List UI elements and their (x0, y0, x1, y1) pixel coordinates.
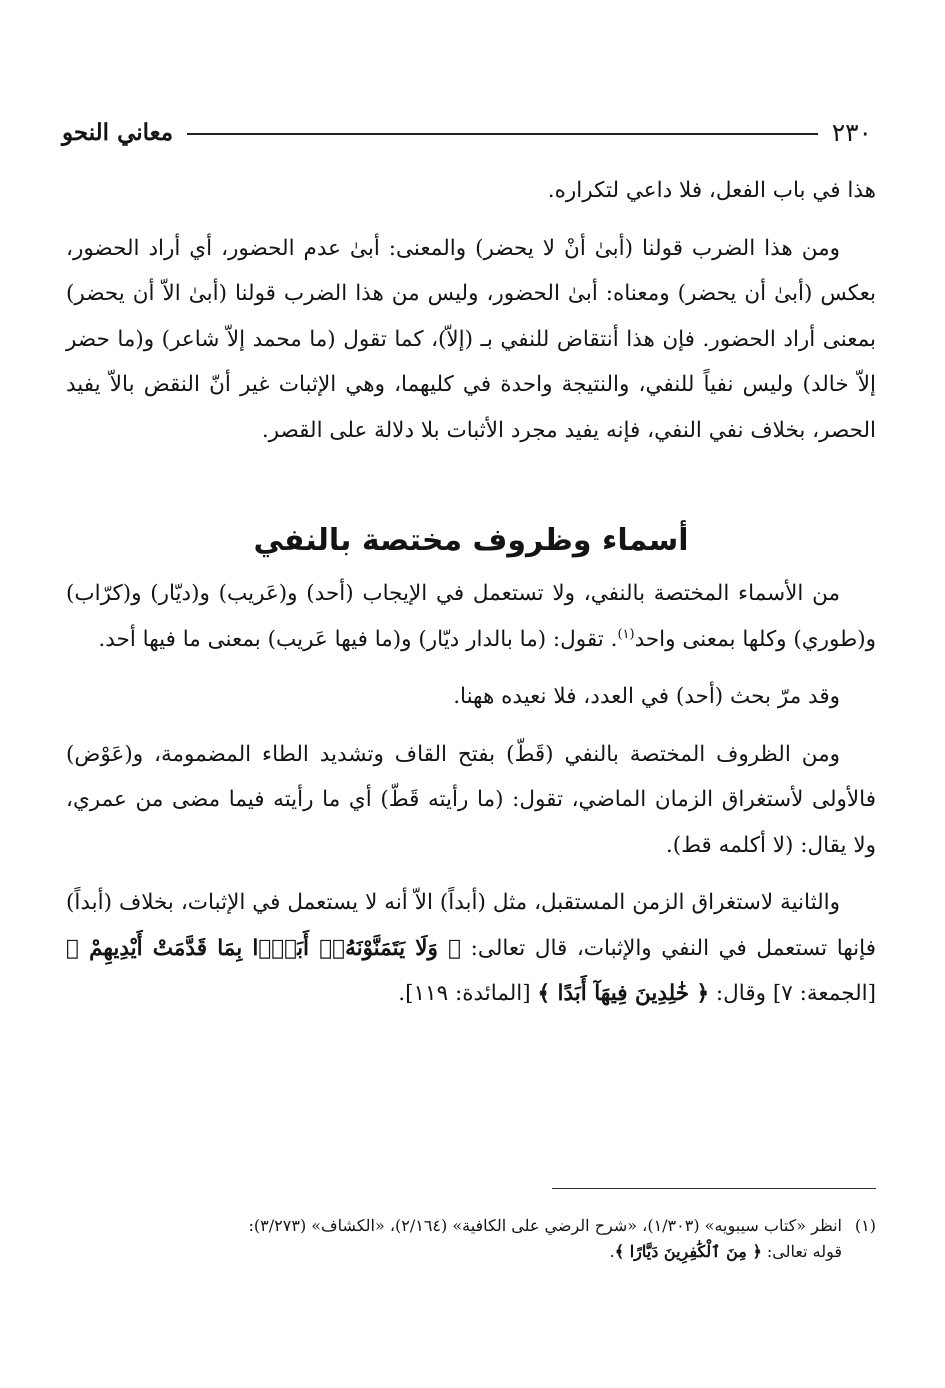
running-header (62, 112, 872, 152)
paragraph-text: [المائدة: ١١٩]. (398, 981, 538, 1006)
paragraph-spacer (66, 720, 876, 732)
paragraph-spacer (66, 868, 876, 880)
quran-verse: ﴿ وَلَا يَتَمَنَّوْنَهُۥٓ أَبَدًۢا بِمَا قَدَّمَتْ أَيْدِيهِمْ ﴾ (66, 935, 462, 961)
header-rule (187, 133, 818, 135)
footnote-text: . (609, 1242, 615, 1261)
paragraph-text: والثانية لاستغراق الزمن المستقبل، مثل (أبداً) الاّ أنه لا يستعمل في الإثبات، بخلاف (أبداً) فإنها تستعمل في النفي والإثبات، قال تعالى: (66, 890, 876, 961)
footnote-reference: (١) (617, 626, 635, 642)
footnotes (66, 1213, 876, 1265)
paragraph-continuation: هذا في باب الفعل، فلا داعي لتكراره. (547, 178, 876, 203)
paragraph-text: . تقول: (ما بالدار ديّار) و(ما فيها عَريب) بمعنى ما فيها أحد. (98, 626, 618, 652)
paragraph-spacer (66, 662, 876, 674)
section-heading: أسماء وظروف مختصة بالنفي (253, 523, 689, 558)
quran-verse: ﴿ خَٰلِدِينَ فِيهَآ أَبَدًا ﴾ (537, 981, 710, 1006)
footnote-text: قوله تعالى: (761, 1242, 842, 1261)
book-title: معاني النحو (62, 118, 174, 146)
paragraph-negative-adverbs: ومن الظروف المختصة بالنفي (قَطّ) بفتح القاف وتشديد الطاء المضمومة، و(عَوْض) فالأولى لأستغراق الزمان الماضي، تقول: (ما رأيته قَطّ) أي ما رأيته فيما مضى من عمري، ولا يقال: (لا أكلمه قط). (66, 741, 876, 858)
quran-verse: ﴿ مِنَ ٱلْكَٰفِرِينَ دَيَّارًا ﴾ (614, 1242, 762, 1261)
footnote-separator (552, 1188, 876, 1189)
section-spacer (66, 453, 876, 511)
footnote-number: (١) (854, 1216, 876, 1235)
paragraph-future-adverb (66, 880, 876, 1017)
footnote-continuation (66, 1239, 876, 1265)
paragraph-text: من الأسماء المختصة بالنفي، ولا تستعمل في الإيجاب (أحد) و(عَريب) و(ديّار) و(كرّاب) و(طوري) وكلها بمعنى واحد (66, 581, 876, 652)
paragraph-ahad-reference: وقد مرّ بحث (أحد) في العدد، فلا نعيده ههنا. (453, 684, 840, 709)
paragraph-spacer (66, 214, 876, 226)
page-number: ٢٣٠ (831, 117, 872, 147)
page-body (66, 168, 876, 1017)
paragraph-negative-nouns (66, 571, 876, 662)
paragraph-text: [الجمعة: ٧] وقال: (709, 981, 876, 1006)
paragraph-negation-of-negation: ومن هذا الضرب قولنا (أبىٰ أنْ لا يحضر) والمعنى: أبىٰ عدم الحضور، أي أراد الحضور، بعكس (أبىٰ أن يحضر) ومعناه: أبىٰ الحضور، وليس من هذا الضرب قولنا (أبىٰ الاّ أن يحضر) بمعنى أراد الحضور. فإن هذا أنتقاض للنفي بـ (إلاّ)، كما تقول (ما محمد إلاّ شاعر) و(ما حضر إلاّ خالد) وليس نفياً للنفي، والنتيجة واحدة في كليهما، وهي الإثبات غير أنّ النقض بالاّ يفيد الحصر، بخلاف نفي النفي، فإنه يفيد مجرد الأثبات بلا دلالة على القصر. (66, 235, 876, 443)
footnote-text: انظر «كتاب سيبويه» (١/٣٠٣)، «شرح الرضي على الكافية» (٢/١٦٤)، «الكشاف» (٣/٢٧٣): (248, 1216, 842, 1235)
footnote-item (66, 1213, 876, 1239)
